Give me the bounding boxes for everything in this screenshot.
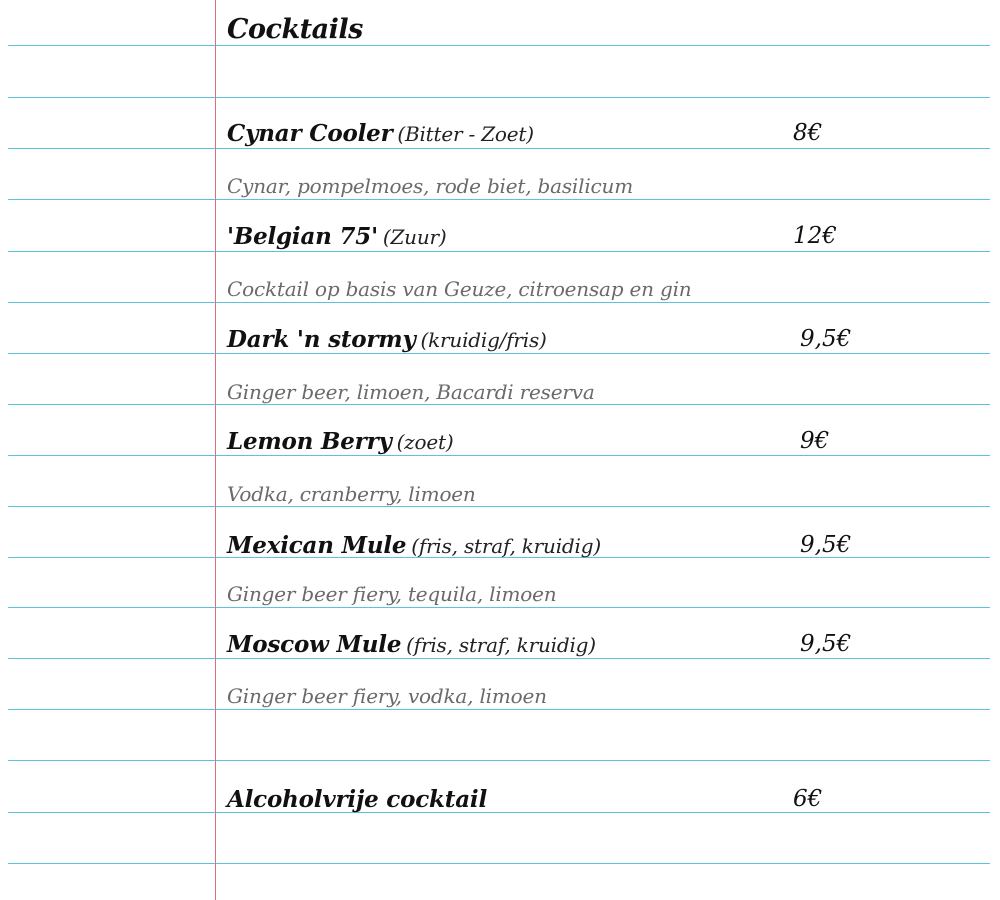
item-taste: (fris, straf, kruidig) xyxy=(411,534,601,558)
ruled-line xyxy=(8,199,990,200)
ruled-line xyxy=(8,45,990,46)
ruled-line xyxy=(8,863,990,864)
item-price: 12€ xyxy=(793,223,837,249)
menu-item-heading xyxy=(227,428,453,455)
ruled-line xyxy=(8,97,990,98)
item-description: Ginger beer, limoen, Bacardi reserva xyxy=(227,380,595,404)
item-name: Mexican Mule xyxy=(227,532,407,559)
menu-title: Cocktails xyxy=(227,14,363,45)
ruled-line xyxy=(8,353,990,354)
item-taste: (fris, straf, kruidig) xyxy=(406,633,596,657)
ruled-line xyxy=(8,607,990,608)
item-name: Moscow Mule xyxy=(227,631,402,658)
ruled-line xyxy=(8,760,990,761)
ruled-line xyxy=(8,709,990,710)
item-description: Cynar, pompelmoes, rode biet, basilicum xyxy=(227,174,633,198)
item-price: 9,5€ xyxy=(800,532,852,558)
menu-item-heading xyxy=(227,326,547,353)
item-taste: (Bitter - Zoet) xyxy=(397,122,534,146)
alcoholfree-name: Alcoholvrije cocktail xyxy=(227,786,487,813)
ruled-line xyxy=(8,455,990,456)
item-taste: (kruidig/fris) xyxy=(420,328,547,352)
item-taste: (zoet) xyxy=(396,430,454,454)
ruled-line xyxy=(8,812,990,813)
item-name: Cynar Cooler xyxy=(227,120,393,147)
ruled-line xyxy=(8,404,990,405)
item-price: 9€ xyxy=(800,428,830,454)
menu-item-heading xyxy=(227,786,487,813)
ruled-line xyxy=(8,302,990,303)
item-name: 'Belgian 75' xyxy=(227,223,378,250)
item-description: Ginger beer fiery, vodka, limoen xyxy=(227,684,547,708)
margin-line xyxy=(215,0,216,900)
ruled-line xyxy=(8,506,990,507)
item-name: Dark 'n stormy xyxy=(227,326,416,353)
item-price: 9,5€ xyxy=(800,631,852,657)
item-price: 8€ xyxy=(793,120,823,146)
item-description: Cocktail op basis van Geuze, citroensap en gin xyxy=(227,277,692,301)
menu-item-heading xyxy=(227,223,446,250)
item-taste: (Zuur) xyxy=(382,225,447,249)
alcoholfree-price: 6€ xyxy=(793,786,823,812)
menu-item-heading xyxy=(227,532,601,559)
item-price: 9,5€ xyxy=(800,326,852,352)
menu-item-heading xyxy=(227,631,596,658)
item-name: Lemon Berry xyxy=(227,428,392,455)
item-description: Vodka, cranberry, limoen xyxy=(227,482,476,506)
menu-item-heading xyxy=(227,120,534,147)
item-description: Ginger beer fiery, tequila, limoen xyxy=(227,582,557,606)
ruled-line xyxy=(8,658,990,659)
ruled-line xyxy=(8,148,990,149)
ruled-line xyxy=(8,251,990,252)
